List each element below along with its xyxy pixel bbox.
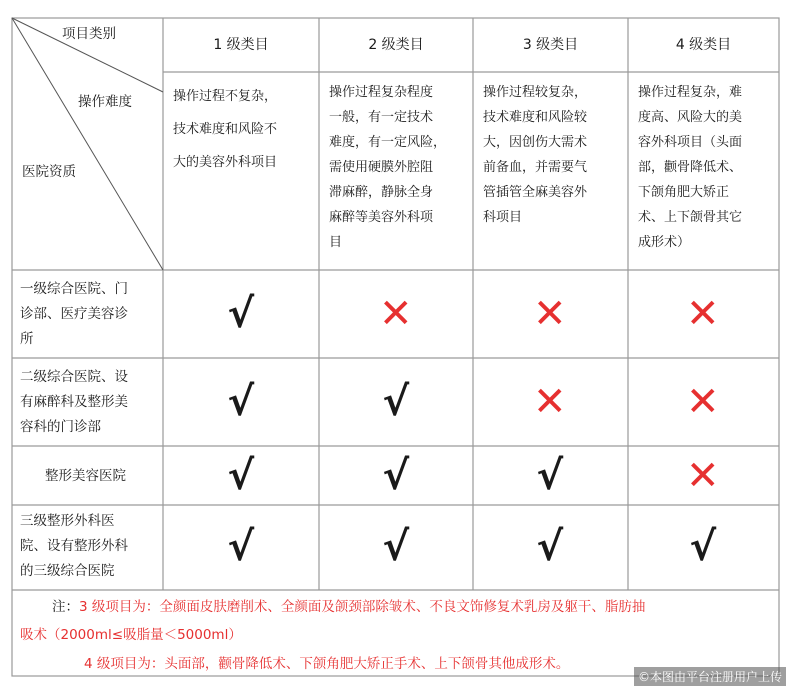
check-mark-r3-c3: √ xyxy=(536,453,564,499)
check-mark-r4-c1: √ xyxy=(227,524,255,570)
watermark: ©本图由平台注册用户上传 xyxy=(634,667,786,686)
level-3-description: 操作过程较复杂， 技术难度和风险较 大，因创伤大需术 前备血，并需要气 管插管全麻美容外 科项目 xyxy=(483,85,588,225)
level-1-description: 操作过程不复杂， 技术难度和风险不 大的美容外科项目 xyxy=(173,89,278,170)
note-line-2: 吸术（2000ml≤吸脂量＜5000ml） xyxy=(20,627,242,643)
level-4-description: 操作过程复杂，难 度高、风险大的美 容外科项目（头面 部，颧骨降低术、 下颌角肥大矫正 术、上下颌骨其它 成形术） xyxy=(638,85,743,250)
header-level-2: 2 级类目 xyxy=(368,37,424,53)
check-mark-r4-c3: √ xyxy=(536,524,564,570)
row-label-plastic-hospital: 整形美容医院 xyxy=(45,468,126,484)
cross-mark-r2-c4: ✕ xyxy=(686,379,720,425)
check-mark-r4-c2: √ xyxy=(382,524,410,570)
check-mark-r2-c1: √ xyxy=(227,379,255,425)
note-line-1: 注：3 级项目为：全颜面皮肤磨削术、全颜面及颌颈部除皱术、不良文饰修复术乳房及躯干、脂肪抽 xyxy=(52,599,646,615)
check-mark-r3-c2: √ xyxy=(382,453,410,499)
check-mark-r4-c4: √ xyxy=(689,524,717,570)
cross-mark-r2-c3: ✕ xyxy=(533,379,567,425)
row-label-tier1: 一级综合医院、门 诊部、医疗美容诊 所 xyxy=(20,281,128,347)
cross-mark-r1-c2: ✕ xyxy=(379,291,413,337)
cross-mark-r1-c3: ✕ xyxy=(533,291,567,337)
note-lead: 注： xyxy=(52,599,79,615)
row-label-tier2: 二级综合医院、设 有麻醉科及整形美 容科的门诊部 xyxy=(20,369,128,435)
check-mark-r3-c1: √ xyxy=(227,453,255,499)
corner-difficulty-label: 操作难度 xyxy=(78,94,132,110)
corner-qualification-label: 医院资质 xyxy=(22,164,76,180)
header-level-4: 4 级类目 xyxy=(675,37,732,53)
header-level-3: 3 级类目 xyxy=(522,37,579,53)
row-label-tier3: 三级整形外科医 院、设有整形外科 的三级综合医院 xyxy=(20,513,128,579)
cross-mark-r3-c4: ✕ xyxy=(686,453,720,499)
check-mark-r2-c2: √ xyxy=(382,379,410,425)
note-line-3: 4 级项目为：头面部，颧骨降低术、下颌角肥大矫正手术、上下颌骨其他成形术。 xyxy=(84,656,570,672)
corner-diagonals xyxy=(12,18,163,270)
level-2-description: 操作过程复杂程度 一般，有一定技术 难度，有一定风险， 需使用硬膜外腔阻 滞麻醉，静脉全身 麻醉等美容外科项 目 xyxy=(329,85,447,250)
header-level-1: 1 级类目 xyxy=(213,37,269,53)
cross-mark-r1-c4: ✕ xyxy=(686,291,720,337)
check-mark-r1-c1: √ xyxy=(227,291,255,337)
corner-category-label: 项目类别 xyxy=(62,26,116,42)
